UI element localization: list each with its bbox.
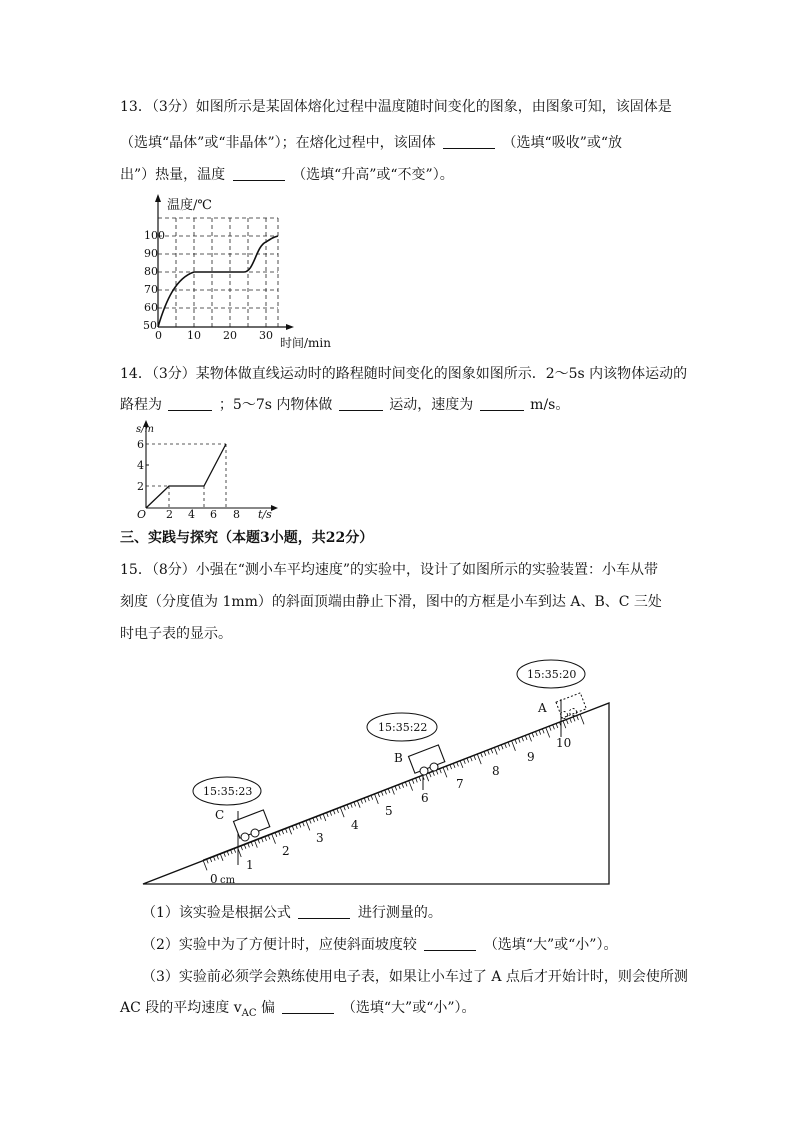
ruler-tick	[515, 739, 517, 744]
q15-blank-2[interactable]	[424, 936, 476, 951]
q15-sub1	[142, 903, 442, 923]
y-axis-arrow	[155, 194, 161, 202]
q14-text: ；5～7s 内物体做	[218, 397, 333, 413]
ruler-tick	[505, 743, 507, 748]
ruler-tick	[498, 746, 500, 751]
q15-sub3-line2	[120, 998, 476, 1024]
scale-number: 0	[210, 872, 218, 886]
q14-blank-1[interactable]	[168, 396, 212, 411]
clock-b	[367, 713, 437, 741]
ruler-tick	[306, 820, 310, 830]
ruler-tick	[254, 840, 257, 848]
x-axis-arrow	[271, 505, 278, 511]
x-axis-arrow	[286, 324, 294, 330]
subscript-ac: AC	[241, 1007, 257, 1019]
x-tick: 4	[188, 508, 195, 521]
q15-line1: 15．（8分）小强在“测小车平均速度”的实验中，设计了如图所示的实验装置：小车从带	[120, 562, 659, 578]
q13-blank-3[interactable]	[233, 166, 285, 181]
q14-line2	[120, 395, 569, 415]
ruler-tick	[529, 734, 532, 742]
label-b: B	[394, 751, 403, 765]
clock-c-time: 15:35:23	[203, 785, 253, 798]
ruler-tick	[535, 731, 537, 736]
ruler-tick	[549, 726, 551, 731]
ruler-tick	[532, 733, 534, 738]
scale-number: 3	[316, 831, 324, 845]
scale-number: 2	[282, 844, 290, 858]
x-axis-label: 时间/min	[280, 336, 331, 350]
q15-blank-3[interactable]	[282, 999, 334, 1014]
q14-text: 路程为	[120, 397, 162, 413]
q15-text: （2）实验中为了方便计时，应使斜面坡度较	[142, 937, 417, 953]
x-tick: 20	[223, 329, 237, 342]
clock-a	[517, 660, 585, 688]
ruler-tick	[563, 721, 566, 729]
ruler-tick	[494, 747, 497, 754]
ruler-tick	[518, 738, 520, 743]
y-tick: 2	[137, 480, 144, 493]
ruler-tick	[508, 742, 510, 747]
y-tick: 80	[144, 265, 158, 278]
ruler-tick	[460, 761, 463, 768]
ruler-tick	[323, 814, 326, 822]
y-tick: 4	[137, 459, 144, 472]
y-tick: 70	[144, 283, 158, 296]
ruler-tick	[340, 807, 344, 817]
x-tick: 0	[155, 329, 162, 342]
x-axis-label: t/s	[258, 508, 272, 521]
ruler-tick	[556, 723, 558, 728]
ruler-tick	[357, 800, 360, 807]
ruler-tick	[525, 735, 527, 740]
y-tick: 6	[137, 438, 144, 451]
ruler-tick	[539, 730, 541, 735]
q13-blank-2[interactable]	[443, 134, 495, 149]
ruler-tick	[443, 767, 447, 777]
label-c: C	[215, 808, 225, 822]
ruler-tick	[553, 725, 555, 730]
y-axis-label: 温度/℃	[167, 198, 212, 213]
ruler-tick	[272, 834, 276, 844]
q15-text: AC 段的平均速度 v	[120, 1000, 242, 1016]
scale-number: 1	[246, 858, 254, 872]
temperature-time-chart	[140, 192, 340, 352]
x-tick: 30	[259, 329, 273, 342]
ruler-tick	[477, 754, 481, 764]
q15-text: 进行测量的。	[357, 905, 442, 921]
ruler-tick	[573, 717, 575, 722]
ruler-tick	[289, 827, 292, 835]
y-tick: 100	[144, 229, 165, 242]
ruler-tick	[409, 780, 413, 790]
origin-label: O	[137, 508, 147, 521]
ruler-tick	[566, 719, 568, 724]
q13-text: （选填“吸收”或“放	[502, 135, 623, 151]
q15-text: （选填“大”或“小”）。	[341, 1000, 476, 1016]
ruler-tick	[522, 737, 524, 742]
ruler-tick	[392, 787, 395, 795]
y-axis-label: s/m	[136, 424, 154, 435]
q13-text: （选填“晶体”或“非晶体”）；在熔化过程中，该固体	[120, 135, 436, 151]
ruler-tick	[542, 729, 544, 734]
ruler-tick	[220, 853, 223, 860]
q15-sub2	[142, 935, 617, 955]
x-tick: 2	[166, 508, 173, 521]
scale-number: 5	[385, 804, 393, 818]
q13-text: （选填“升高”或“不变”）。	[292, 167, 454, 183]
q13-line2	[120, 133, 622, 153]
section-title: 三、实践与探究（本题3小题，共22分）	[120, 530, 374, 546]
ruler-tick	[203, 860, 207, 870]
x-tick: 10	[187, 329, 201, 342]
scale-number: 4	[351, 818, 359, 832]
ruler-tick	[546, 727, 550, 737]
scale-number: 7	[456, 777, 464, 791]
scale-number: 6	[421, 791, 429, 805]
q15-text: 偏	[260, 1000, 275, 1016]
q15-line3: 时电子表的显示。	[120, 626, 232, 642]
q14-blank-3[interactable]	[480, 396, 524, 411]
q14-line1: 14．（3分）某物体做直线运动时的路程随时间变化的图象如图所示．2～5s 内该物体运动的	[120, 366, 688, 382]
ruler-tick	[580, 714, 584, 724]
incline-experiment-figure	[140, 655, 620, 891]
distance-time-chart	[134, 418, 284, 522]
ruler-tick	[512, 741, 516, 751]
y-tick: 50	[143, 319, 157, 332]
q15-text: （1）该实验是根据公式	[142, 905, 291, 921]
q14-text: 运动，速度为	[389, 397, 474, 413]
scale-number: 8	[492, 764, 500, 778]
ruler-tick	[570, 718, 572, 723]
clock-c	[193, 777, 261, 805]
q15-sub3: （3）实验前必须学会熟练使用电子表，如果让小车过了 A 点后才开始计时，则会使所测	[142, 969, 688, 985]
scale-number: 10	[556, 736, 572, 750]
unit-label: cm	[220, 875, 236, 886]
q15-text: （选填“大”或“小”）。	[483, 937, 618, 953]
q15-blank-1[interactable]	[298, 904, 350, 919]
motion-line	[146, 444, 226, 508]
q13-line1: 13．（3分）如图所示是某固体熔化过程中温度随时间变化的图象，由图象可知，该固体是	[120, 99, 672, 115]
x-tick: 6	[210, 508, 217, 521]
x-tick: 8	[233, 508, 240, 521]
q14-text: m/s。	[530, 397, 570, 413]
clock-a-time: 15:35:20	[527, 668, 577, 681]
label-a: A	[538, 701, 547, 715]
q14-blank-2[interactable]	[339, 396, 383, 411]
y-tick: 90	[144, 247, 158, 260]
guide-lines	[146, 444, 226, 508]
q15-line2: 刻度（分度值为 1mm）的斜面顶端由静止下滑，图中的方框是小车到达 A、B、C 三处	[120, 594, 662, 610]
scale-number: 9	[527, 750, 535, 764]
clock-b-time: 15:35:22	[378, 721, 428, 734]
y-tick: 60	[144, 301, 158, 314]
ruler-tick	[374, 794, 378, 804]
q13-text: 出”）热量，温度	[120, 167, 226, 183]
cart-b	[408, 745, 444, 775]
q13-line3	[120, 165, 454, 185]
ruler-tick	[577, 715, 579, 720]
